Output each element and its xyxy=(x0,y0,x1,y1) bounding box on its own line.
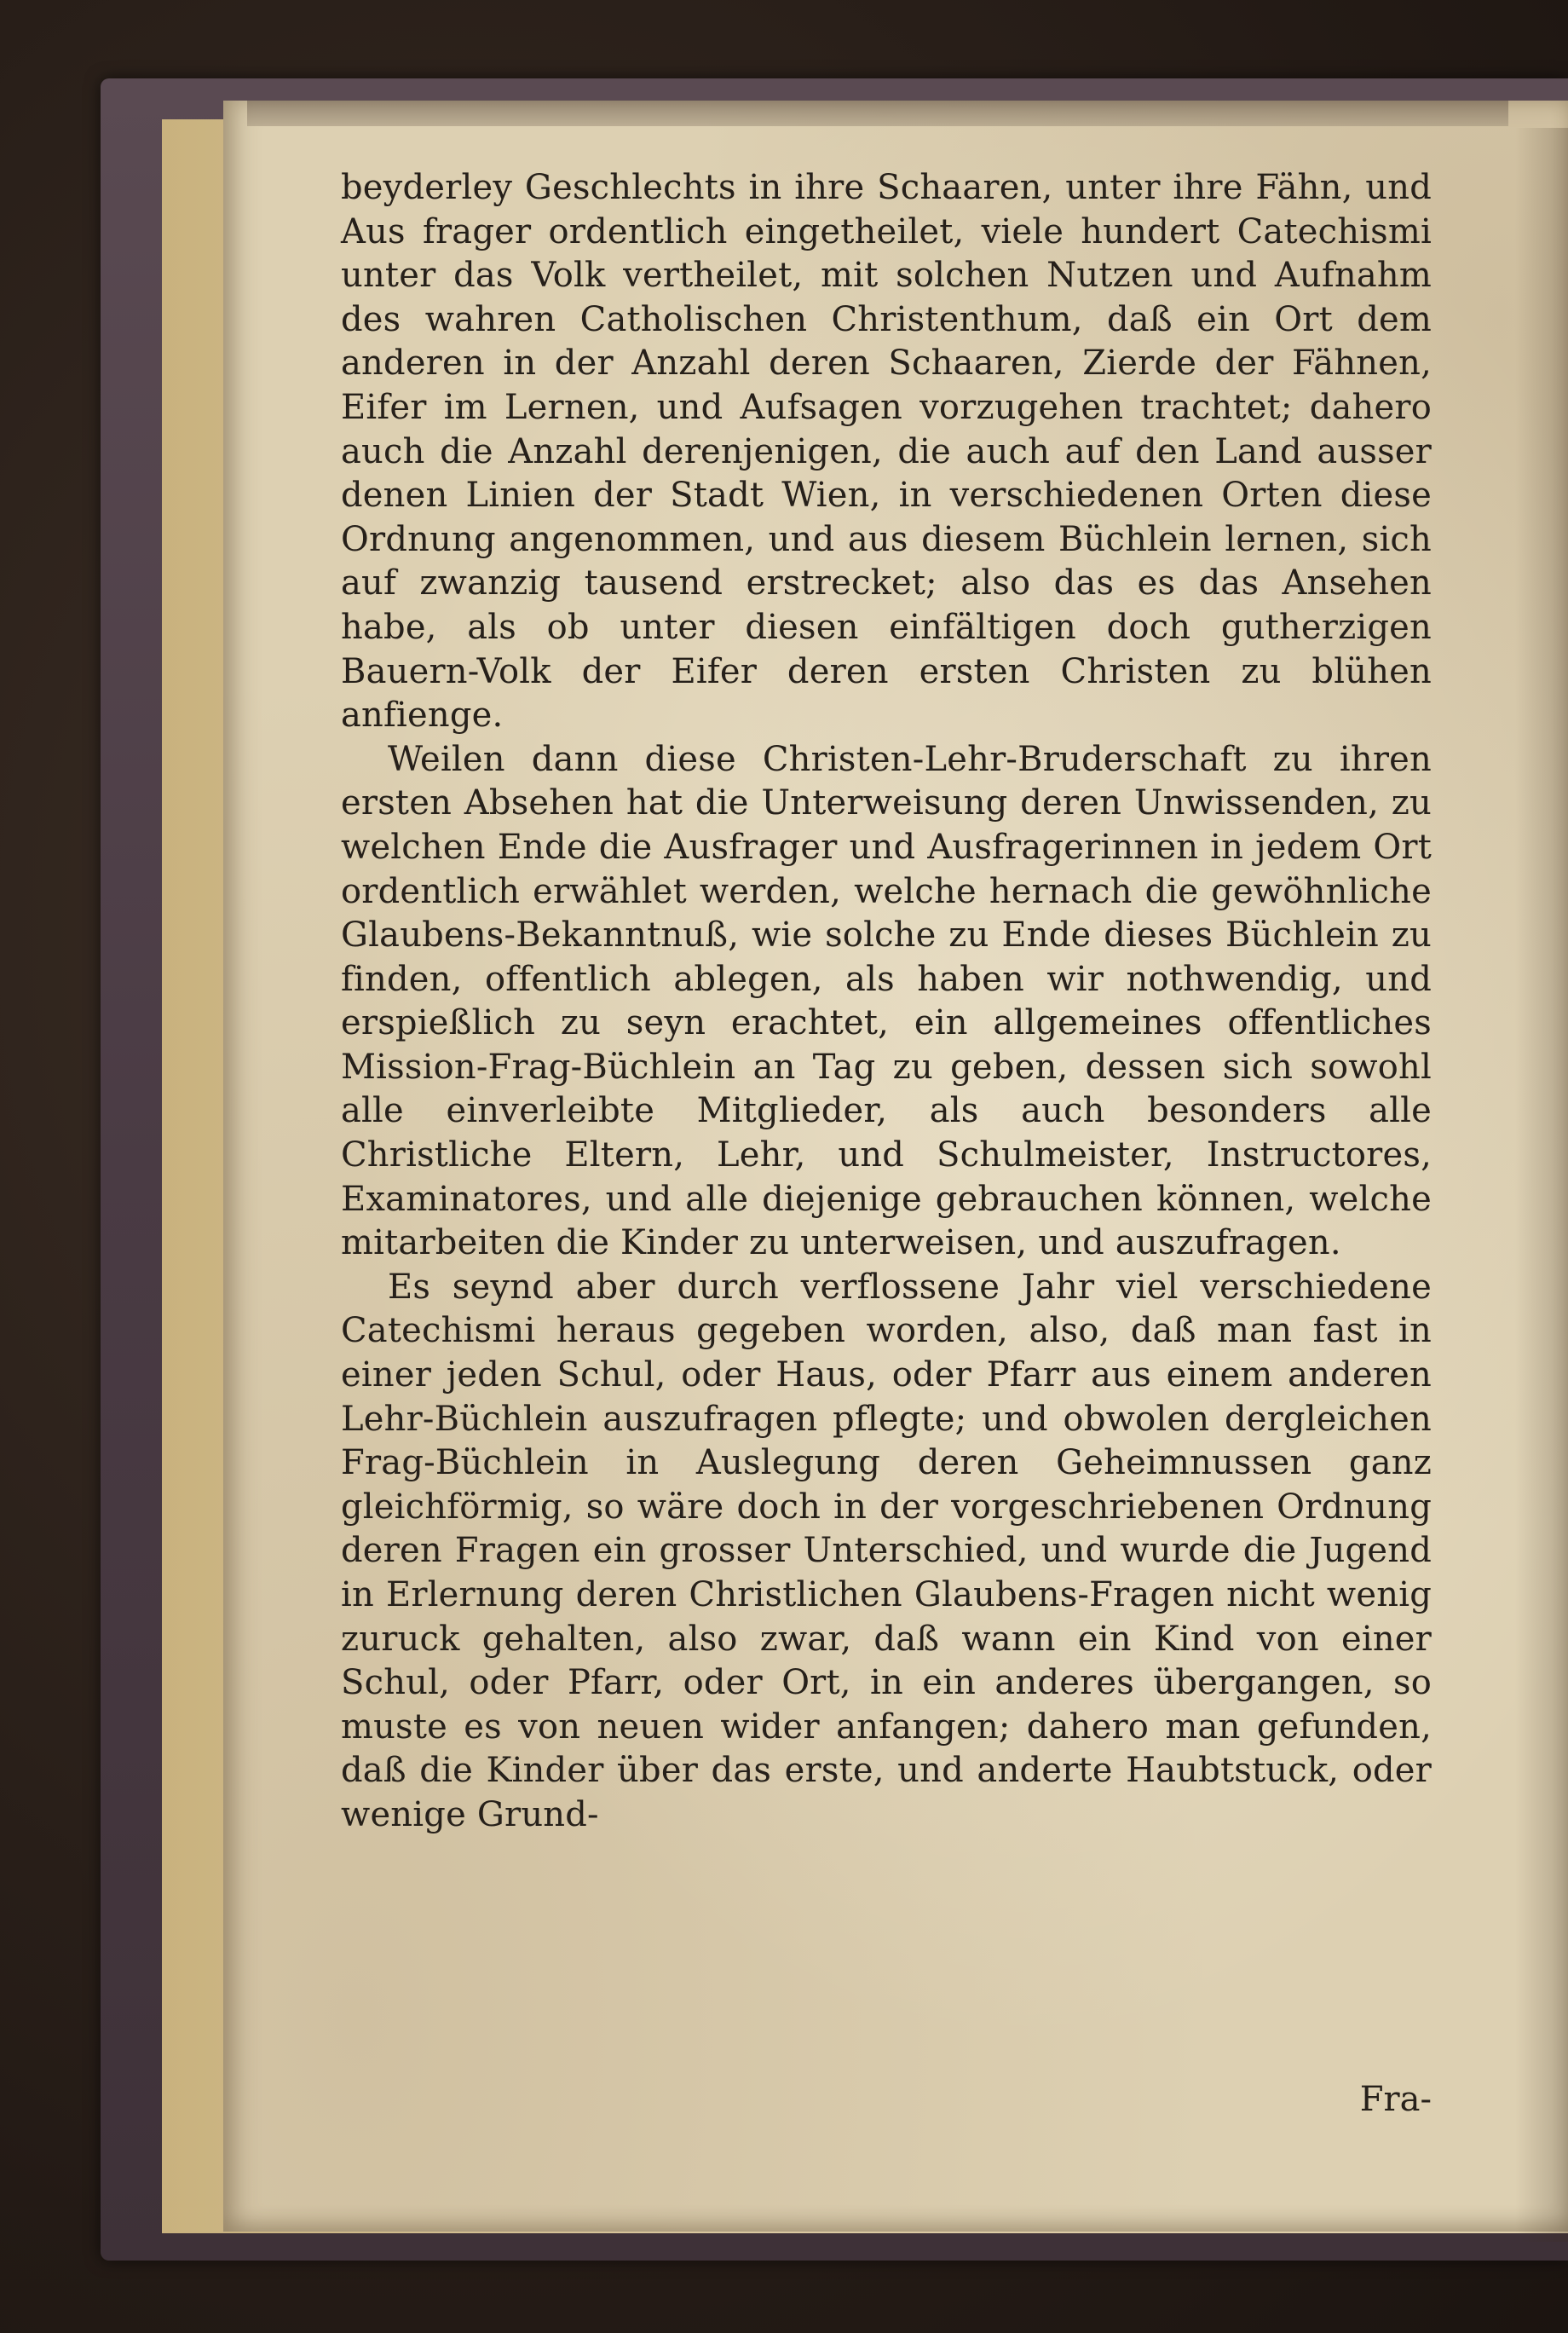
paragraph-3: Es seynd aber durch verflossene Jahr viel verschiedene Catechismi heraus gegeben worden, also, daß man fast in einer jeden Schul, oder Haus, oder Pfarr aus einem anderen Lehr-Büchlein auszufragen pflegte; und obwolen dergleichen Frag-Büchlein in Auslegung deren Geheimnussen ganz gleichförmig, so wäre doch in der vorgeschriebenen Ordnung deren Fragen ein grosser Unterschied, und wurde die Jugend in Erlernung deren Christlichen Glaubens-Fragen nicht wenig zuruck gehalten, also zwar, daß wann ein Kind von einer Schul, oder Pfarr, oder Ort, in ein anderes übergangen, so muste es von neuen wider anfangen; dahero man gefunden, daß die Kinder über das erste, und anderte Haubtstuck, oder wenige Grund- xyxy=(341,1267,1432,1834)
paragraph-2: Weilen dann diese Christen-Lehr-Bruderschaft zu ihren ersten Absehen hat die Unterweisung deren Unwissenden, zu welchen Ende die Ausfrager und Ausfragerinnen in jedem Ort ordentlich erwählet werden, welche hernach die gewöhnliche Glaubens-Bekanntnuß, wie solche zu Ende dieses Büchlein zu finden, offentlich ablegen, als haben wir nothwendig, und erspießlich zu seyn erachtet, ein allgemeines offentliches Mission-Frag-Büchlein an Tag zu geben, dessen sich sowohl alle einverleibte Mitglieder, als auch besonders alle Christliche Eltern, Lehr, und Schulmeister, Instructores, Examinatores, und alle diejenige gebrauchen können, welche mitarbeiten die Kinder zu unterweisen, und auszufragen. xyxy=(341,739,1432,1263)
body-text xyxy=(341,166,1432,1838)
paragraph-1: beyderley Geschlechts in ihre Schaaren, unter ihre Fähn, und Aus frager ordentlich eingetheilet, viele hundert Catechismi unter das Volk vertheilet, mit solchen Nutzen und Aufnahm des wahren Catholischen Christenthum, daß ein Ort dem anderen in der Anzahl deren Schaaren, Zierde der Fähnen, Eifer im Lernen, und Aufsagen vorzugehen trachtet; dahero auch die Anzahl derenjenigen, die auch auf den Land ausser denen Linien der Stadt Wien, in verschiedenen Orten diese Ordnung angenommen, und aus diesem Büchlein lernen, sich auf zwanzig tausend erstrecket; also das es das Ansehen habe, als ob unter diesen einfältigen doch gutherzigen Bauern-Volk der Eifer deren ersten Christen zu blühen anfienge. xyxy=(341,168,1432,736)
page-edge-shadow xyxy=(1515,128,1568,2242)
page-top-shadow xyxy=(247,101,1508,126)
catchword: Fra- xyxy=(1359,2080,1432,2119)
